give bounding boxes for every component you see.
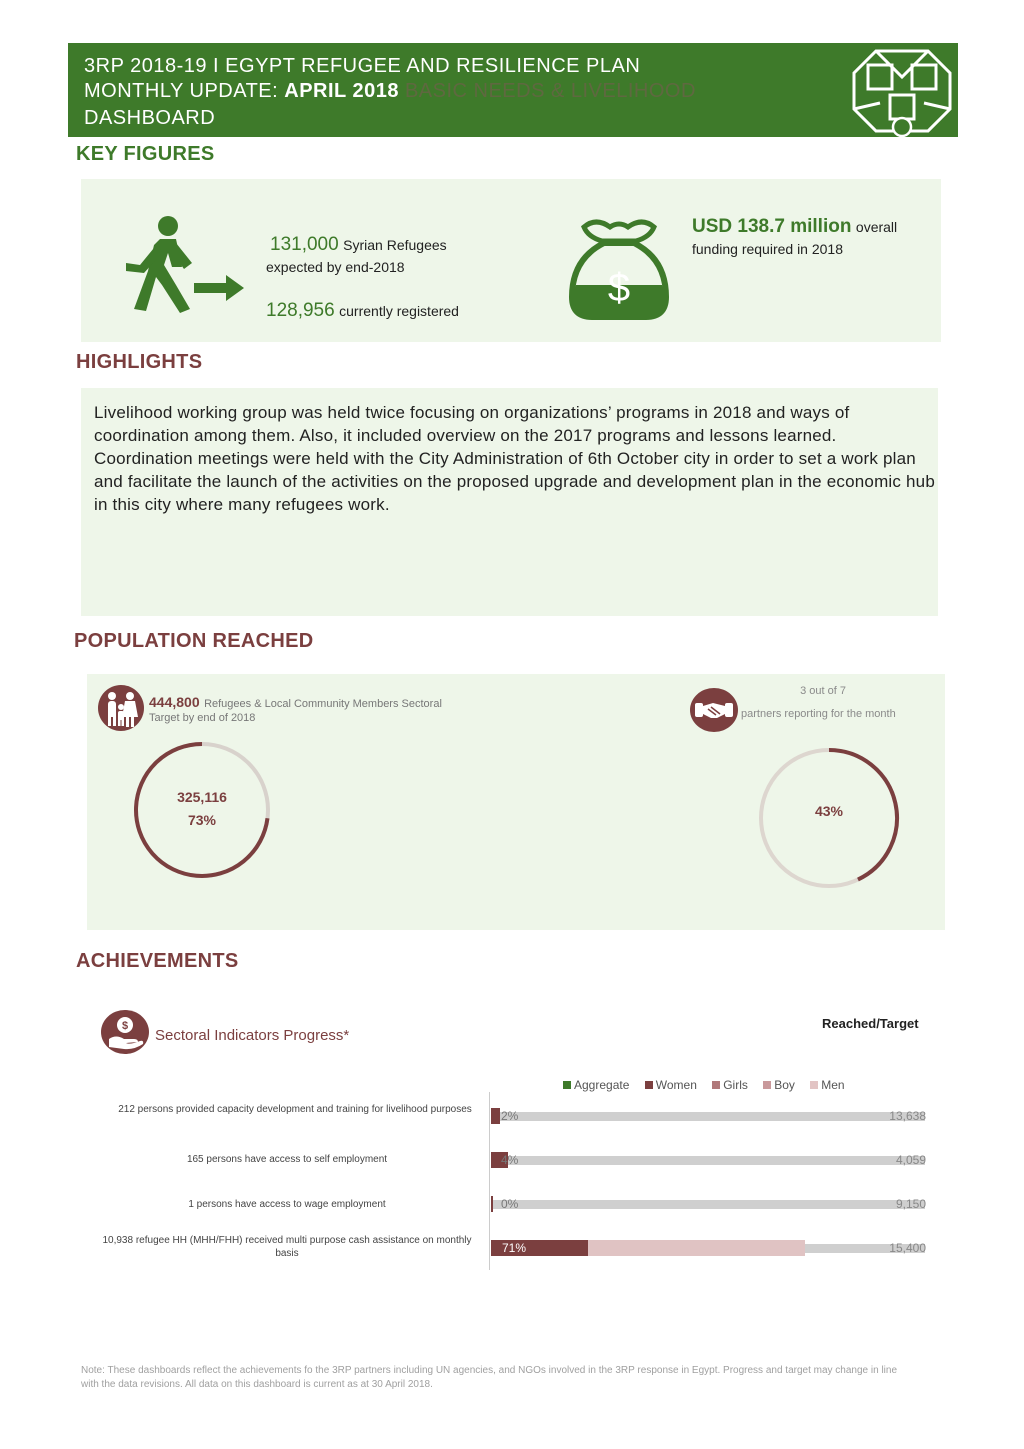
header-title-line1: 3RP 2018-19 I EGYPT REFUGEE AND RESILIENCE PLAN — [84, 55, 641, 77]
legend-item-aggregate — [563, 1078, 629, 1092]
target-value: 4,059 — [895, 1153, 926, 1167]
target-value: 15,400 — [889, 1241, 926, 1255]
legend-swatch — [712, 1081, 720, 1089]
header-prefix: MONTHLY UPDATE: — [84, 80, 285, 102]
indicator-label: 10,938 refugee HH (MHH/FHH) received multi purpose cash assistance on monthly basis — [102, 1235, 472, 1259]
refugees-expected-value: 131,000 — [270, 234, 339, 255]
legend-label: Women — [655, 1078, 697, 1092]
target-track — [491, 1112, 925, 1121]
indicator-label: 212 persons provided capacity development and training for livelihood purposes — [118, 1104, 472, 1115]
population-target — [149, 694, 442, 712]
funding-value: USD 138.7 million — [692, 216, 852, 237]
header-title-line3: DASHBOARD — [84, 107, 216, 129]
chart-legend — [563, 1078, 857, 1092]
progress-bar — [491, 1108, 500, 1124]
legend-item-women — [645, 1078, 697, 1092]
target-value: 9,150 — [895, 1197, 926, 1211]
svg-text:$: $ — [607, 266, 631, 310]
target-track — [491, 1156, 925, 1165]
walking-person-icon — [118, 215, 248, 315]
family-icon — [97, 684, 145, 732]
funding-required — [692, 216, 897, 238]
key-figures-title: KEY FIGURES — [76, 143, 215, 165]
legend-swatch — [563, 1081, 571, 1089]
3rp-logo-icon — [846, 43, 958, 137]
partners-percent: 43% — [814, 803, 844, 819]
chart-axis — [489, 1092, 490, 1270]
population-reached-value: 325,116 — [177, 789, 227, 805]
handshake-icon — [689, 687, 739, 733]
highlights-title: HIGHLIGHTS — [76, 351, 203, 373]
progress-percent: 0% — [501, 1197, 519, 1211]
partners-count: 3 out of 7 — [800, 685, 846, 697]
legend-label: Men — [821, 1078, 845, 1092]
population-target-sub: Target by end of 2018 — [149, 712, 256, 724]
legend-swatch — [810, 1081, 818, 1089]
footnote: Note: These dashboards reflect the achievements fo the 3RP partners including UN agencies, and NGOs involved in the 3RP response in Egypt. Progress and target may change in line with the data revisions. All data on this dashboard is current as at 30 April 2018. — [81, 1365, 898, 1390]
header-month: APRIL 2018 — [284, 80, 399, 102]
population-reached-ring — [131, 739, 273, 881]
header-title-line2 — [84, 80, 696, 103]
progress-bar — [491, 1196, 493, 1212]
header-sector: BASIC NEEDS & LIVELIHOOD — [404, 80, 696, 102]
population-target-value: 444,800 — [149, 694, 200, 710]
refugees-registered — [266, 300, 459, 322]
refugees-expected-label: Syrian Refugees — [343, 237, 447, 253]
progress-percent: 4% — [501, 1153, 519, 1167]
progress-percent: 71% — [502, 1241, 527, 1255]
svg-text:$: $ — [121, 1020, 129, 1032]
achievements-subtitle: Sectoral Indicators Progress* — [155, 1027, 350, 1044]
target-track — [491, 1200, 925, 1209]
population-target-label: Refugees & Local Community Members Sectoral — [204, 698, 442, 710]
legend-item-girls — [712, 1078, 748, 1092]
legend-swatch — [645, 1081, 653, 1089]
indicator-label: 165 persons have access to self employment — [186, 1154, 388, 1165]
legend-label: Aggregate — [574, 1078, 630, 1092]
highlights-text: Livelihood working group was held twice focusing on organizations’ programs in 2018 and ways of coordination among them. Also, it included overview on the 2017 programs and lessons learned. Coordination meetings were held with the City Administration of 6th October city in order to set a work plan and facilitate the launch of the activities on the proposed upgrade and development plan in the economic hub in this city where many refugees work. — [94, 403, 935, 514]
legend-swatch — [763, 1081, 771, 1089]
reached-target-label: Reached/Target — [822, 1016, 919, 1031]
population-reached-percent: 73% — [187, 812, 217, 828]
legend-item-men — [810, 1078, 844, 1092]
money-bag-icon — [566, 215, 672, 321]
target-value: 13,638 — [889, 1109, 926, 1123]
achievements-title: ACHIEVEMENTS — [76, 950, 239, 972]
partners-label: partners reporting for the month — [741, 708, 896, 720]
registered-label: currently registered — [339, 303, 459, 319]
legend-label: Boy — [774, 1078, 795, 1092]
funding-label: overall — [855, 219, 898, 235]
legend-item-boy — [763, 1078, 795, 1092]
page-header — [68, 43, 958, 137]
cash-hand-icon — [100, 1009, 150, 1055]
indicator-label: 1 persons have access to wage employment — [188, 1199, 386, 1210]
progress-percent: 2% — [501, 1109, 519, 1123]
legend-label: Girls — [723, 1078, 748, 1092]
funding-sub: funding required in 2018 — [692, 241, 844, 257]
registered-value: 128,956 — [266, 300, 335, 321]
refugees-expected-sub: expected by end-2018 — [266, 259, 405, 275]
refugees-expected — [270, 234, 447, 256]
population-title: POPULATION REACHED — [74, 630, 314, 652]
